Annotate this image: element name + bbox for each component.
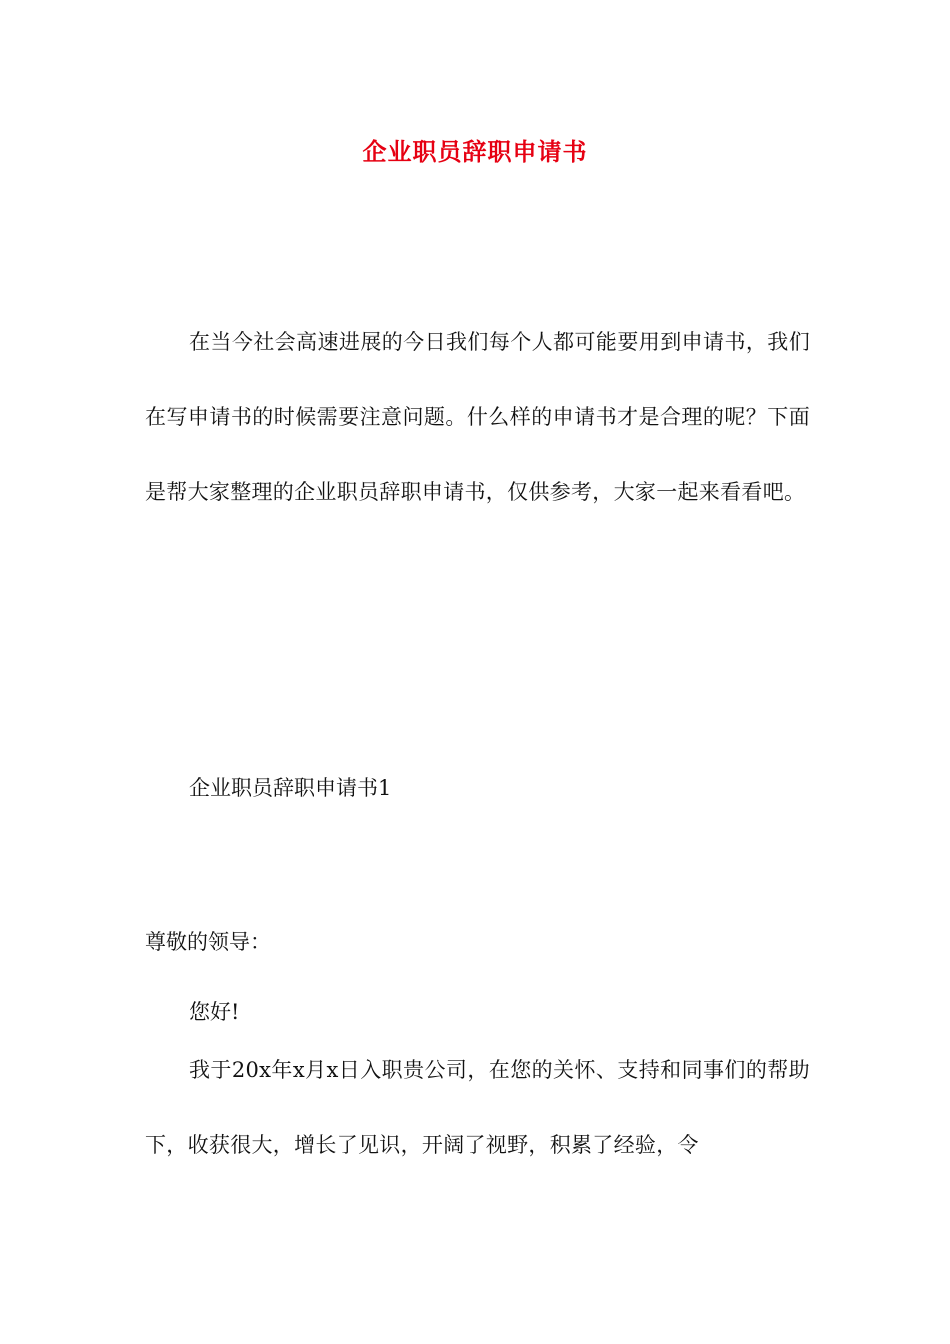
intro-paragraph: 在当今社会高速进展的今日我们每个人都可能要用到申请书，我们在写申请书的时候需要注意问题。什么样的申请书才是合理的呢？下面是帮大家整理的企业职员辞职申请书，仅供参考，大家一起来看看吧。 — [145, 330, 810, 504]
greeting: 您好! — [189, 1000, 240, 1024]
body-paragraph: 我于20x年x月x日入职贵公司，在您的关怀、支持和同事们的帮助下，收获很大，增长了见识，开阔了视野，积累了经验，令 — [145, 1058, 810, 1157]
section-subtitle: 企业职员辞职申请书1 — [189, 776, 392, 800]
salutation: 尊敬的领导： — [145, 930, 271, 954]
document-title: 企业职员辞职申请书 — [362, 137, 588, 166]
